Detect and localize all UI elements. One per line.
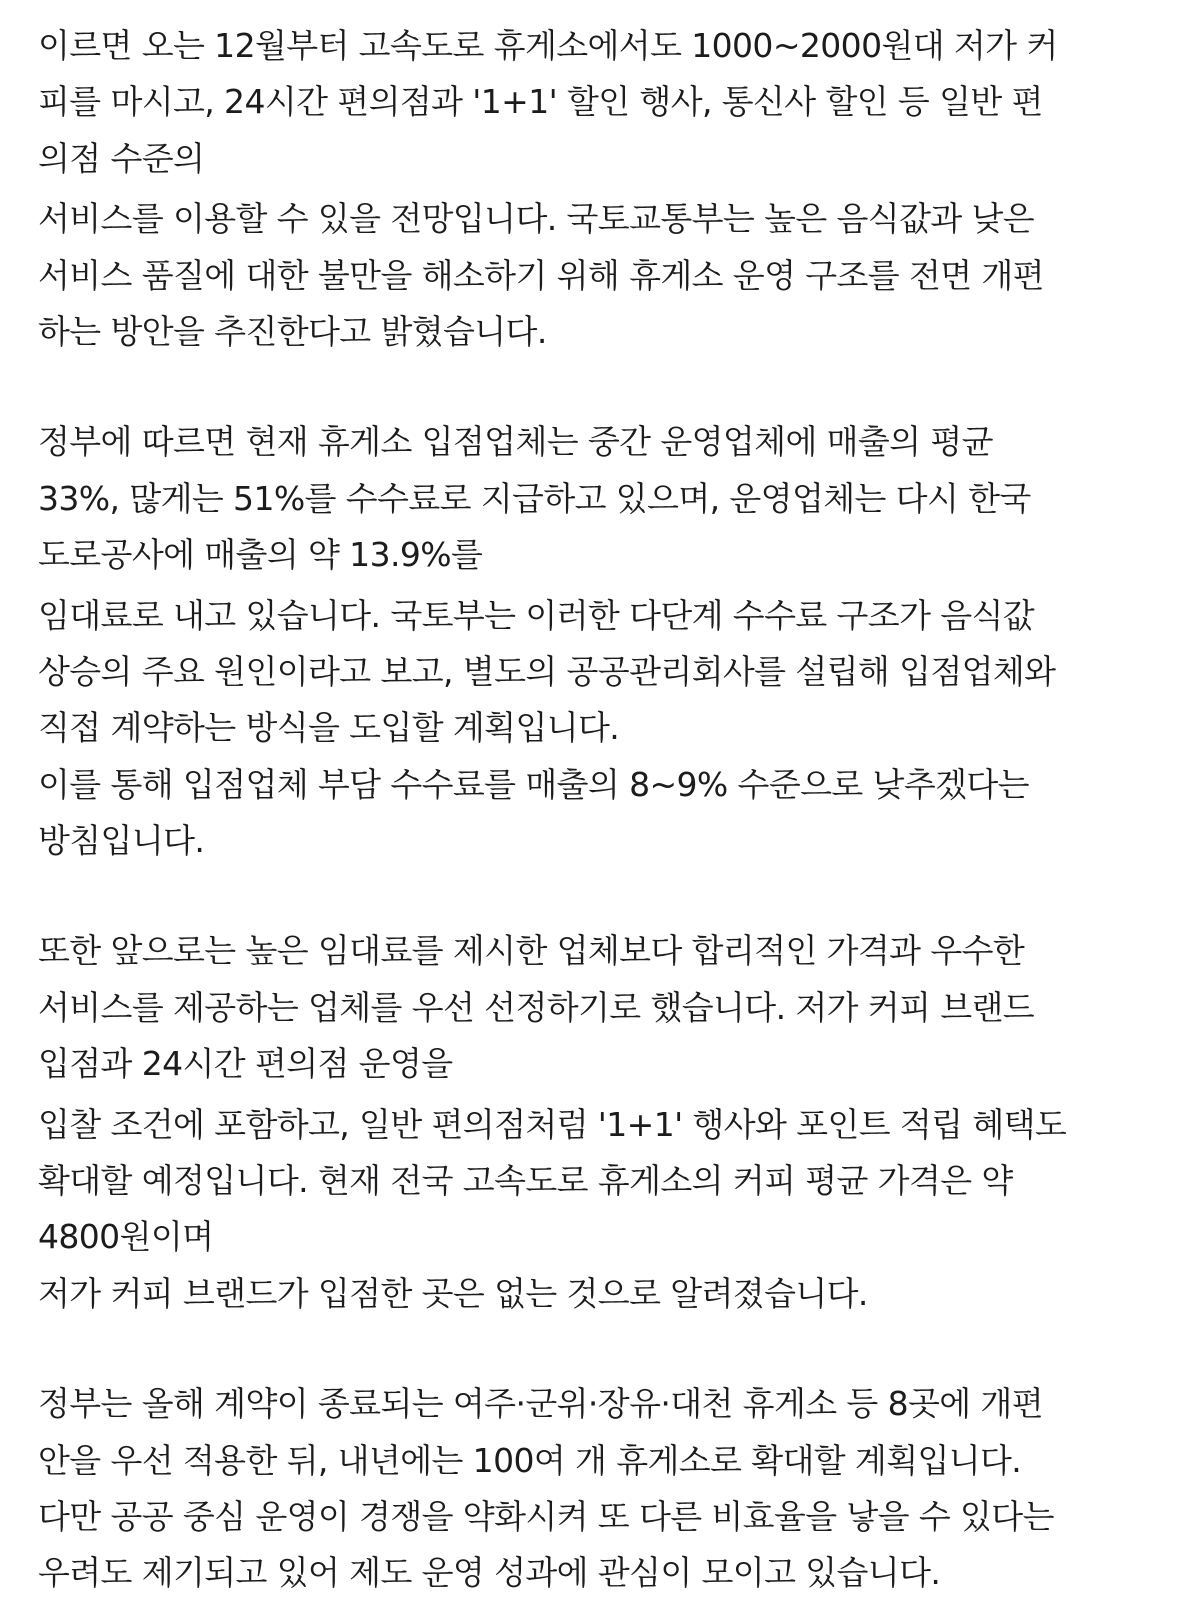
text-line: 상승의 주요 원인이라고 보고, 별도의 공공관리회사를 설립해 입점업체와 [38,651,1056,691]
text-line: 직접 계약하는 방식을 도입할 계획입니다. [38,708,620,748]
text-line: 이를 통해 입점업체 부담 수수료를 매출의 8~9% 수준으로 낮추겠다는 [38,764,1029,804]
text-line: 피를 마시고, 24시간 편의점과 '1+1' 할인 행사, 통신사 할인 등 일반 편 [38,82,1043,122]
paragraph-1 [38,18,1148,360]
text-line: 서비스 품질에 대한 불만을 해소하기 위해 휴게소 운영 구조를 전면 개편 [38,255,1044,295]
text-line: 안을 우선 적용한 뒤, 내년에는 100여 개 휴게소로 확대할 계획입니다. [38,1440,1022,1480]
text-line: 또한 앞으로는 높은 임대료를 제시한 업체보다 합리적인 가격과 우수한 [38,931,1025,971]
text-line: 입찰 조건에 포함하고, 일반 편의점처럼 '1+1' 행사와 포인트 적립 혜택도 [38,1104,1067,1144]
text-line: 서비스를 제공하는 업체를 우선 선정하기로 했습니다. 저가 커피 브랜드 [38,987,1035,1027]
text-line: 저가 커피 브랜드가 입점한 곳은 없는 것으로 알려졌습니다. [38,1273,868,1313]
text-line: 임대료로 내고 있습니다. 국토부는 이러한 다단계 수수료 구조가 음식값 [38,595,1035,635]
paragraph-gap [38,1322,1148,1376]
text-line: 정부에 따르면 현재 휴게소 입점업체는 중간 운영업체에 매출의 평균 [38,422,993,462]
text-line: 입점과 24시간 편의점 운영을 [38,1044,453,1084]
text-line: 방침입니다. [38,821,205,861]
text-line: 의점 수준의 [38,138,205,178]
text-line: 도로공사에 매출의 약 13.9%를 [38,535,483,575]
text-line: 4800원이며 [38,1217,214,1257]
paragraph-4 [38,1376,1148,1602]
text-line: 33%, 많게는 51%를 수수료로 지급하고 있으며, 운영업체는 다시 한국 [38,478,1031,518]
paragraph-3 [38,923,1148,1322]
text-line: 서비스를 이용할 수 있을 전망입니다. 국토교통부는 높은 음식값과 낮은 [38,199,1035,239]
text-line: 확대할 예정입니다. 현재 전국 고속도로 휴게소의 커피 평균 가격은 약 [38,1161,1013,1201]
text-line: 다만 공공 중심 운영이 경쟁을 약화시켜 또 다른 비효율을 낳을 수 있다는 [38,1496,1054,1536]
paragraph-2 [38,414,1148,869]
article-body [38,18,1148,1602]
text-line: 이르면 오는 12월부터 고속도로 휴게소에서도 1000~2000원대 저가 커 [38,26,1058,65]
paragraph-gap [38,869,1148,923]
paragraph-gap [38,360,1148,414]
text-line: 우려도 제기되고 있어 제도 운영 성과에 관심이 모이고 있습니다. [38,1553,941,1593]
text-line: 하는 방안을 추진한다고 밝혔습니다. [38,311,547,351]
text-line: 정부는 올해 계약이 종료되는 여주·군위·장유·대천 휴게소 등 8곳에 개편 [38,1384,1043,1424]
